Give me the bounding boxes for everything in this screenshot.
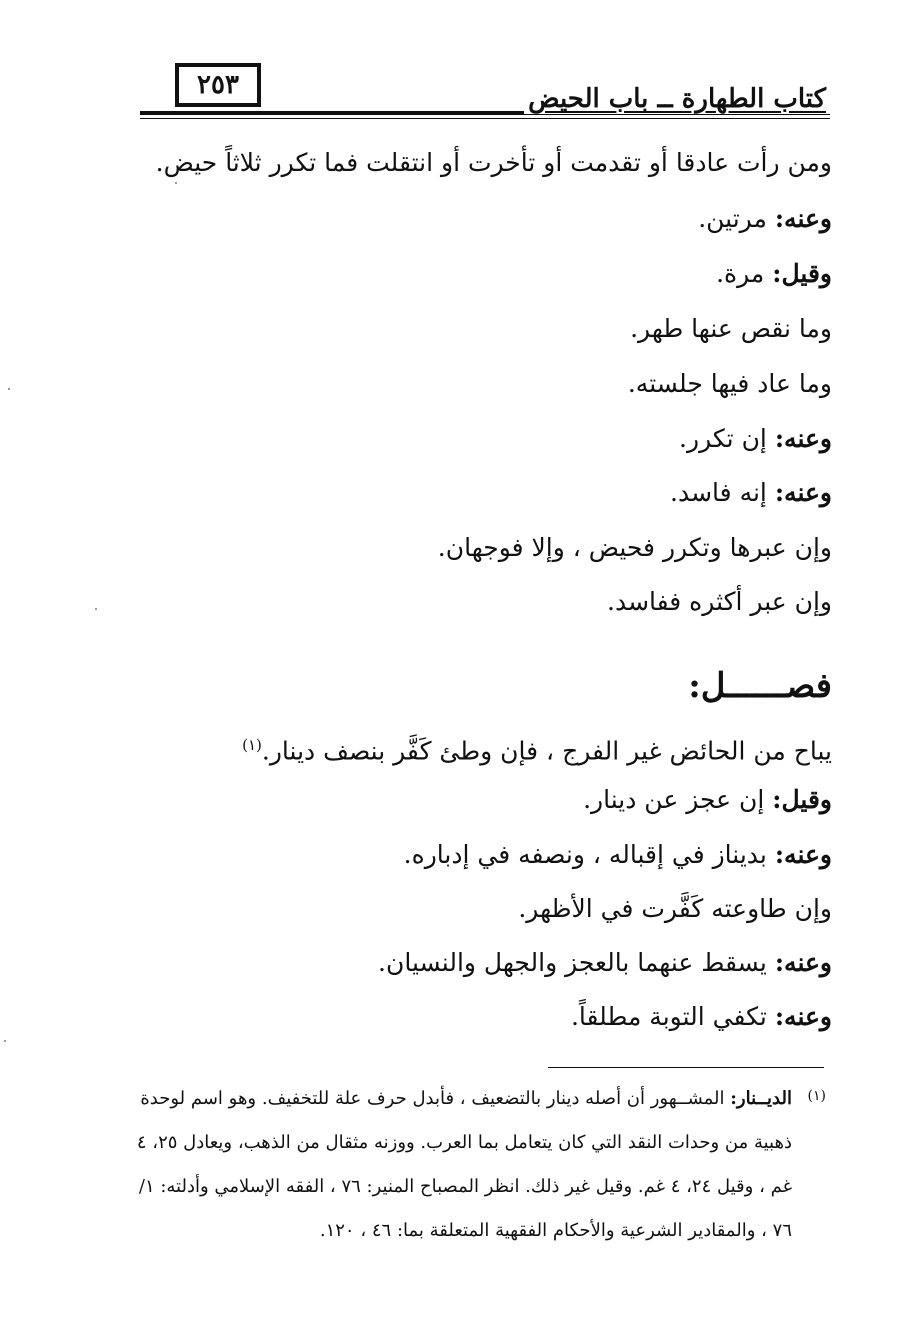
footnote-text: المشــهور أن أصله دينار بالتضعيف ، فأبدل حرف علة للتخفيف. وهو اسم لوحدة (140, 1088, 731, 1109)
line-text: مرتين. (698, 204, 775, 233)
body-line (571, 1000, 832, 1034)
line-lead: وعنه: (774, 478, 832, 507)
body-line (670, 476, 832, 510)
line-text: مرة. (716, 259, 773, 288)
line-text: إن تكرر. (679, 424, 775, 453)
line-lead: وعنه: (774, 840, 832, 869)
footnote-marker: (١) (242, 736, 262, 754)
header-rule-thin (140, 118, 830, 119)
scan-speck (95, 608, 97, 610)
footnote-line: غم ، وقيل ٢٤، ٤ غم. وقيل غير ذلك. انظر المصباح المنير: ٧٦ ، الفقه الإسلامي وأدلته: ١/ (138, 1176, 792, 1197)
footnote-rule (548, 1067, 824, 1068)
scan-speck (4, 1040, 6, 1042)
body-line (378, 946, 832, 980)
body-line: وما عاد فيها جلسته. (627, 369, 832, 398)
line-lead: وعنه: (774, 948, 832, 977)
body-line (404, 838, 832, 872)
line-text: تكفي التوبة مطلقاً. (570, 1002, 775, 1031)
footnote-line: ٧٦ ، والمقادير الشرعية والأحكام الفقهية المتعلقة بما: ٤٦ ، ١٢٠. (319, 1220, 792, 1241)
page-number: ٢٥٣ (175, 63, 261, 107)
footnote-number: (١) (807, 1088, 826, 1104)
line-text: إن عجز عن دينار. (583, 785, 773, 814)
body-line: وإن عبر أكثره ففاسد. (607, 587, 832, 616)
line-text: يسقط عنهما بالعجز والجهل والنسيان. (378, 948, 775, 977)
line-text: يباح من الحائض غير الفرج ، فإن وطئ كَفَّر بنصف دينار. (261, 736, 832, 766)
footnote-line: ذهبية من وحدات النقد التي كان يتعامل بما العرب. ووزنه مثقال من الذهب، ويعادل ٢٥، ٤ (136, 1132, 792, 1153)
footnote-lead: الديــنار: (730, 1088, 792, 1109)
scan-speck (175, 182, 177, 184)
line-lead: وقيل: (772, 785, 832, 814)
body-line: وإن طاوعته كَفَّرت في الأظهر. (518, 894, 832, 923)
line-lead: وعنه: (774, 1002, 832, 1031)
line-lead: وعنه: (774, 424, 832, 453)
body-line: ومن رأت عادقا أو تقدمت أو تأخرت أو انتقلت فما تكرر ثلاثاً حيض. (155, 148, 832, 177)
body-line (679, 422, 832, 456)
body-line (242, 728, 832, 768)
body-line: وما نقص عنها طهر. (630, 314, 832, 343)
line-lead: وقيل: (772, 259, 832, 288)
body-line: وإن عبرها وتكرر فحيض ، وإلا فوجهان. (437, 533, 832, 562)
body-line (716, 257, 832, 291)
line-text: بديناز في إقباله ، ونصفه في إدباره. (403, 840, 775, 869)
body-line (698, 202, 832, 236)
line-text: إنه فاسد. (670, 478, 775, 507)
running-title: كتاب الطهارة ــ باب الحيض (524, 84, 830, 114)
scan-speck (8, 388, 10, 390)
footnote-line (112, 1086, 792, 1112)
line-lead: وعنه: (774, 204, 832, 233)
body-line (583, 783, 832, 817)
section-heading: فصــــــل: (688, 666, 832, 706)
